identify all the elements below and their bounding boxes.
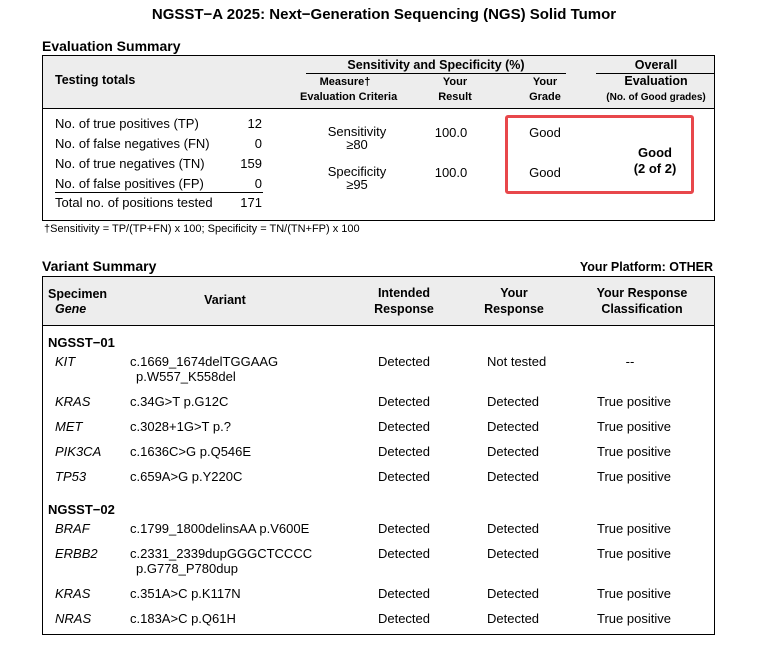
gene: ERBB2 — [55, 546, 98, 561]
measure-sensitivity: Sensitivity — [327, 124, 387, 139]
overall-label-3: (No. of Good grades) — [606, 92, 706, 103]
page-title: NGSST−A 2025: Next−Generation Sequencing (NGS) Solid Tumor — [151, 6, 617, 23]
result-sensitivity: 100.0 — [434, 125, 468, 140]
variant-text: c.351A>C p.K117N — [130, 586, 241, 601]
gene: KRAS — [55, 586, 91, 601]
overall-underline — [596, 73, 714, 74]
grade-specificity: Good — [529, 165, 561, 180]
total-value-tn: 159 — [240, 156, 262, 171]
criteria-specificity: ≥95 — [346, 177, 368, 192]
your-response: Detected — [487, 394, 540, 409]
classification: True positive — [597, 444, 671, 459]
specimen-label: NGSST−01 — [48, 335, 115, 350]
classification: True positive — [597, 521, 671, 536]
col-result-2: Result — [438, 91, 472, 103]
total-value-fp: 0 — [254, 176, 262, 191]
your-response: Detected — [487, 444, 540, 459]
variant-text: c.183A>C p.Q61H — [130, 611, 236, 626]
total-label-tn: No. of true negatives (TN) — [55, 156, 205, 171]
classification: True positive — [597, 546, 671, 561]
variant-text: c.1669_1674delTGGAAG — [130, 354, 279, 369]
col-measure-1: Measure† — [319, 76, 371, 88]
your-response: Detected — [487, 611, 540, 626]
sens-spec-underline — [306, 73, 566, 74]
total-label-tp: No. of true positives (TP) — [55, 116, 199, 131]
col-grade-1: Your — [532, 76, 558, 88]
result-specificity: 100.0 — [434, 165, 468, 180]
your-response: Not tested — [487, 354, 547, 369]
col-class-1: Your Response — [596, 286, 688, 300]
criteria-sensitivity: ≥80 — [346, 137, 368, 152]
variant-heading: Variant Summary — [42, 258, 157, 274]
classification: True positive — [597, 419, 671, 434]
footnote: †Sensitivity = TP/(TP+FN) x 100; Specificity = TN/(TN+FP) x 100 — [44, 223, 360, 235]
overall-label-1: Overall — [634, 58, 678, 72]
intended-response: Detected — [377, 546, 431, 561]
intended-response: Detected — [377, 611, 431, 626]
classification: True positive — [597, 611, 671, 626]
total-label-fp: No. of false positives (FP) — [55, 176, 204, 191]
col-gene: Gene — [55, 302, 87, 316]
gene: MET — [55, 419, 83, 434]
overall-count: (2 of 2) — [633, 161, 677, 176]
total-label-fn: No. of false negatives (FN) — [55, 136, 210, 151]
your-response: Detected — [487, 586, 540, 601]
gene: KRAS — [55, 394, 91, 409]
gene: BRAF — [55, 521, 90, 536]
classification: True positive — [597, 586, 671, 601]
variant-text-2: p.W557_K558del — [136, 369, 236, 384]
col-measure-2: Evaluation Criteria — [300, 91, 398, 103]
variant-text: c.659A>G p.Y220C — [130, 469, 243, 484]
grade-sensitivity: Good — [529, 125, 561, 140]
total-value-tp: 12 — [247, 116, 262, 131]
gene: TP53 — [55, 469, 87, 484]
your-response: Detected — [487, 521, 540, 536]
col-your-1: Your — [500, 286, 528, 300]
classification: True positive — [597, 469, 671, 484]
total-value-fn: 0 — [254, 136, 262, 151]
total-label-all: Total no. of positions tested — [55, 195, 213, 210]
col-specimen: Specimen — [48, 287, 108, 301]
variant-text: c.3028+1G>T p.? — [130, 419, 231, 434]
intended-response: Detected — [377, 444, 431, 459]
col-result-1: Your — [442, 76, 468, 88]
intended-response: Detected — [377, 354, 431, 369]
col-intended-2: Response — [374, 302, 434, 316]
classification: -- — [625, 354, 635, 369]
variant-text: c.34G>T p.G12C — [130, 394, 229, 409]
sens-spec-label: Sensitivity and Specificity (%) — [347, 58, 525, 72]
totals-divider — [55, 192, 263, 193]
your-response: Detected — [487, 419, 540, 434]
col-variant: Variant — [204, 293, 246, 307]
col-your-2: Response — [484, 302, 544, 316]
gene: NRAS — [55, 611, 92, 626]
testing-totals-label: Testing totals — [55, 73, 136, 87]
col-class-2: Classification — [601, 302, 683, 316]
intended-response: Detected — [377, 469, 431, 484]
your-response: Detected — [487, 546, 540, 561]
specimen-label: NGSST−02 — [48, 502, 115, 517]
variant-text: c.2331_2339dupGGGCTCCCC — [130, 546, 313, 561]
variant-text: c.1799_1800delinsAA p.V600E — [130, 521, 310, 536]
intended-response: Detected — [377, 419, 431, 434]
classification: True positive — [597, 394, 671, 409]
total-value-all: 171 — [240, 195, 262, 210]
measure-specificity: Specificity — [327, 164, 387, 179]
variant-text-2: p.G778_P780dup — [136, 561, 238, 576]
your-response: Detected — [487, 469, 540, 484]
intended-response: Detected — [377, 394, 431, 409]
col-grade-2: Grade — [529, 91, 561, 103]
gene: KIT — [55, 354, 76, 369]
overall-grade: Good — [638, 145, 672, 160]
highlight-box — [505, 115, 694, 194]
intended-response: Detected — [377, 586, 431, 601]
gene: PIK3CA — [55, 444, 102, 459]
col-intended-1: Intended — [377, 286, 431, 300]
overall-label-2: Evaluation — [624, 74, 688, 88]
platform-label: Your Platform: OTHER — [579, 260, 713, 274]
evaluation-heading: Evaluation Summary — [42, 38, 181, 54]
variant-text: c.1636C>G p.Q546E — [130, 444, 252, 459]
intended-response: Detected — [377, 521, 431, 536]
